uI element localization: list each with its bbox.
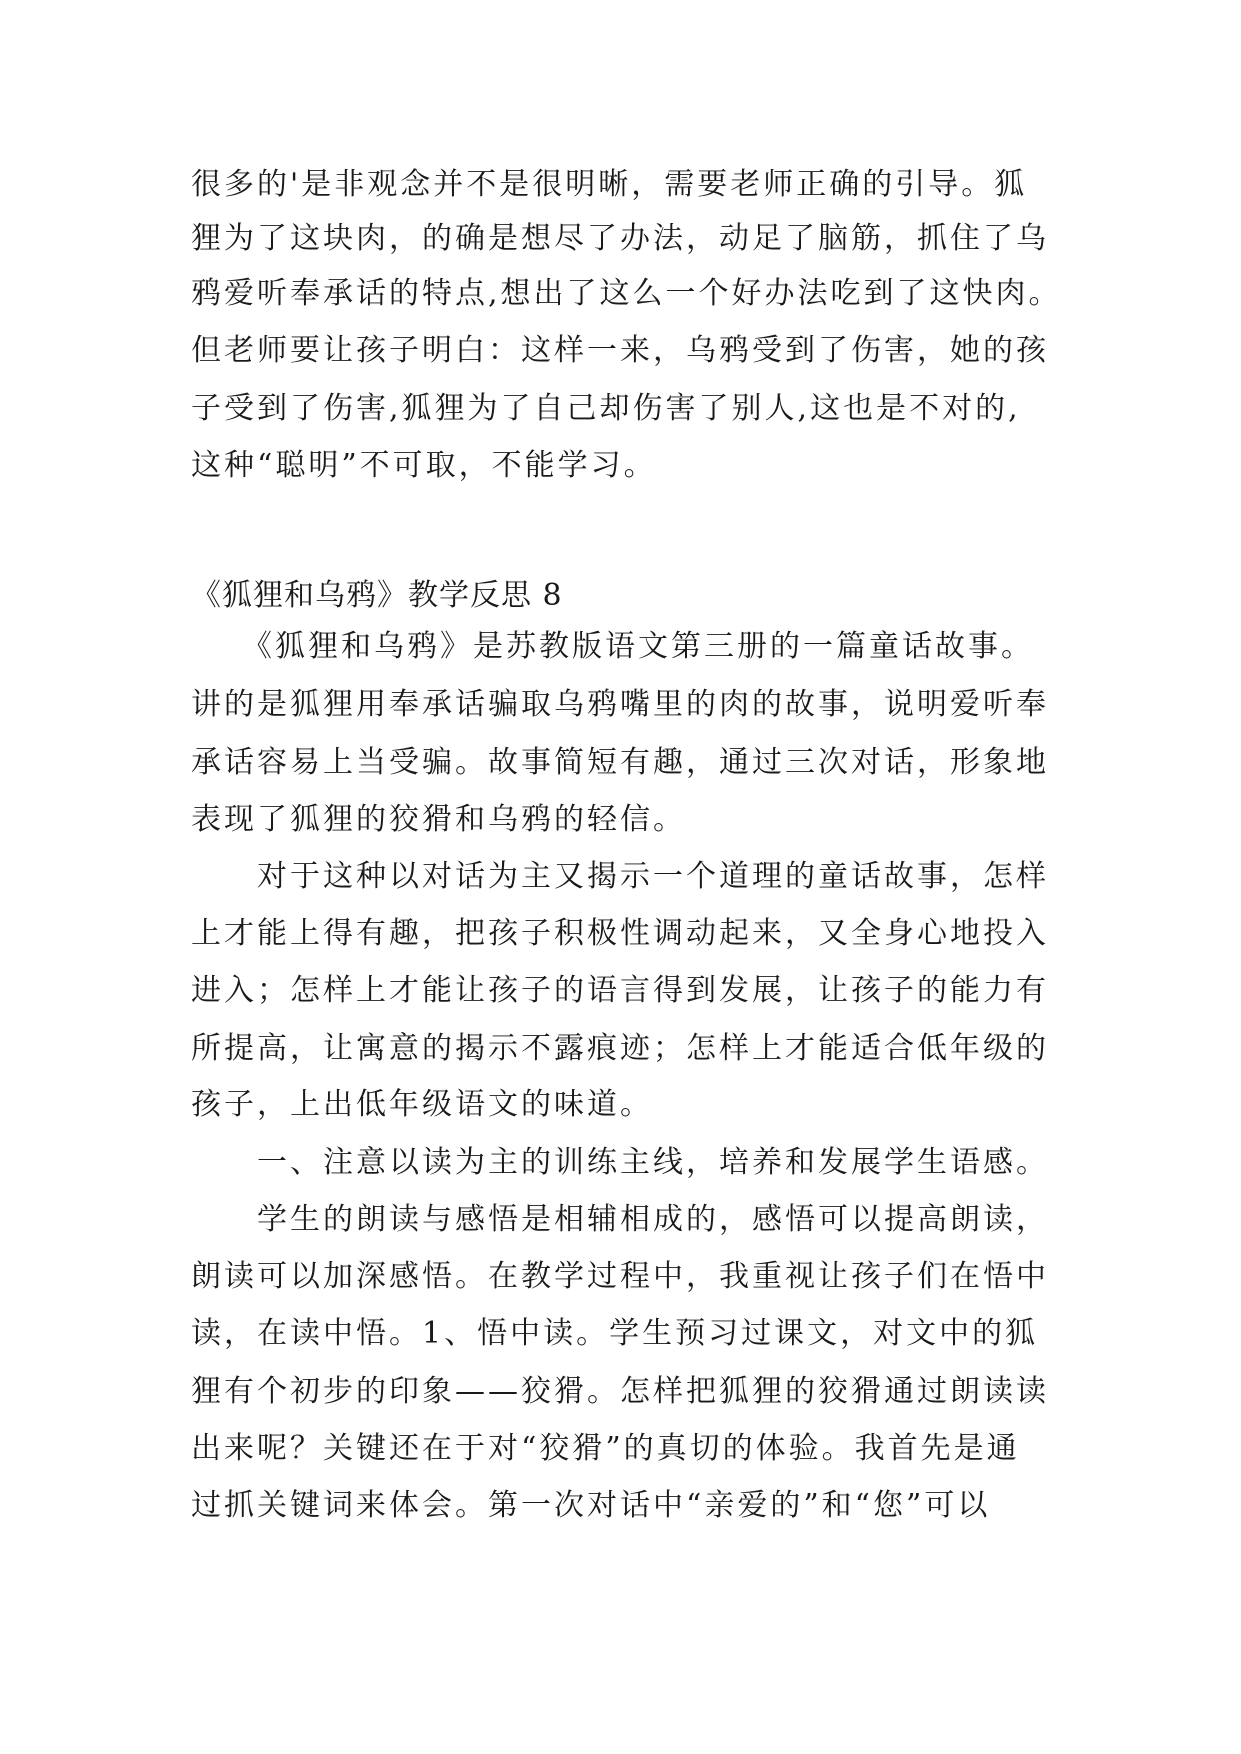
text-line: 狸有个初步的印象——狡猾。怎样把狐狸的狡猾通过朗读读 xyxy=(191,1374,1049,1409)
text-line: 但老师要让孩子明白：这样一来，乌鸦受到了伤害，她的孩 xyxy=(191,333,1049,368)
text-line: 读，在读中悟。1、悟中读。学生预习过课文，对文中的狐 xyxy=(191,1316,1039,1351)
text-line: 朗读可以加深感悟。在教学过程中，我重视让孩子们在悟中 xyxy=(191,1259,1049,1294)
text-line: 这种“聪明”不可取，不能学习。 xyxy=(191,448,657,483)
text-line: 对于这种以对话为主又揭示一个道理的童话故事，怎样 xyxy=(191,859,1049,894)
text-line: 孩子，上出低年级语文的味道。 xyxy=(191,1087,653,1122)
text-line: 子受到了伤害,狐狸为了自己却伤害了别人,这也是不对的, xyxy=(191,391,1021,426)
text-line: 一、注意以读为主的训练主线，培养和发展学生语感。 xyxy=(191,1145,1049,1180)
text-line: 讲的是狐狸用奉承话骗取乌鸦嘴里的肉的故事，说明爱听奉 xyxy=(191,687,1049,722)
text-line: 很多的'是非观念并不是很明晰，需要老师正确的引导。狐 xyxy=(191,167,1028,202)
text-line: 上才能上得有趣，把孩子积极性调动起来，又全身心地投入 xyxy=(191,916,1049,951)
text-line: 过抓关键词来体会。第一次对话中“亲爱的”和“您”可以 xyxy=(191,1488,991,1523)
text-line: 进入；怎样上才能让孩子的语言得到发展，让孩子的能力有 xyxy=(191,973,1049,1008)
text-line: 出来呢？关键还在于对“狡猾”的真切的体验。我首先是通 xyxy=(191,1431,1020,1466)
text-line: 《狐狸和乌鸦》是苏教版语文第三册的一篇童话故事。 xyxy=(191,629,1034,664)
text-line: 表现了狐狸的狡猾和乌鸦的轻信。 xyxy=(191,802,686,837)
text-line: 鸦爱听奉承话的特点,想出了这么一个好办法吃到了这快肉。 xyxy=(191,276,1062,311)
text-line: 学生的朗读与感悟是相辅相成的，感悟可以提高朗读， xyxy=(191,1202,1049,1237)
text-line: 狸为了这块肉，的确是想尽了办法，动足了脑筋，抓住了乌 xyxy=(191,221,1049,256)
section-title: 《狐狸和乌鸦》教学反思 8 xyxy=(191,578,563,613)
text-line: 所提高，让寓意的揭示不露痕迹；怎样上才能适合低年级的 xyxy=(191,1031,1049,1066)
text-line: 承话容易上当受骗。故事简短有趣，通过三次对话，形象地 xyxy=(191,745,1049,780)
